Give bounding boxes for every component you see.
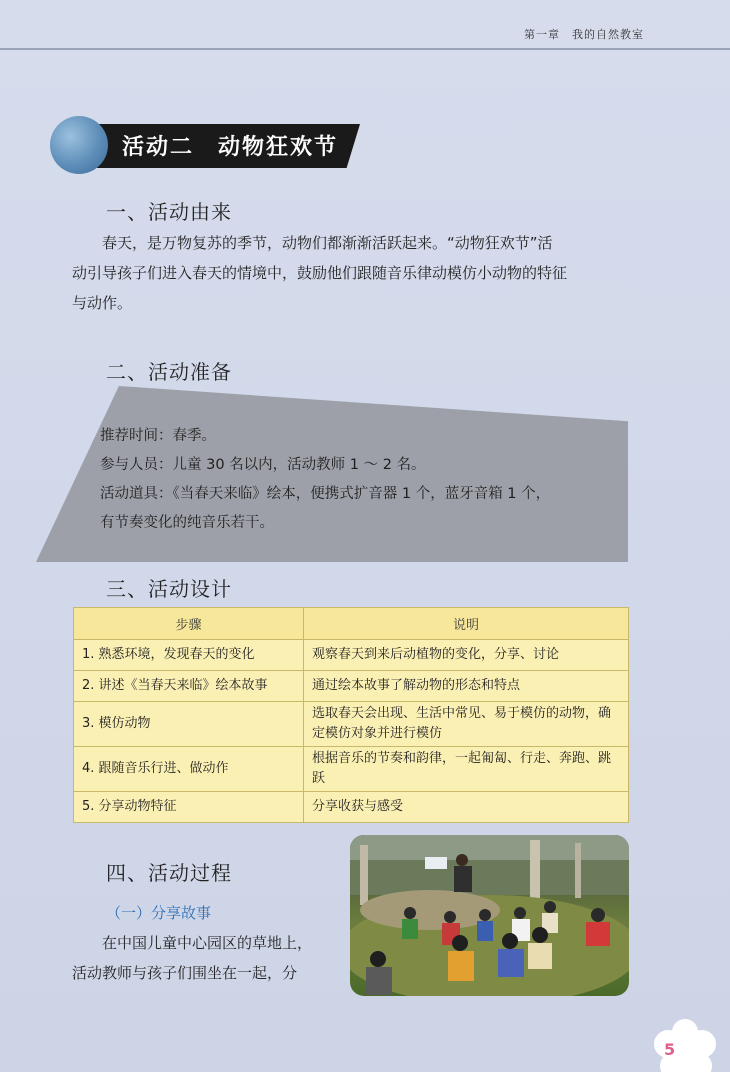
design-heading: 三、活动设计 [106, 577, 232, 601]
step-cell: 4. 跟随音乐行进、做动作 [74, 747, 304, 792]
process-line: 在中国儿童中心园区的草地上， [102, 934, 313, 952]
desc-cell: 根据音乐的节奏和韵律，一起匍匐、行走、奔跑、跳跃 [304, 747, 629, 792]
step-cell: 2. 讲述《当春天来临》绘本故事 [74, 671, 304, 702]
process-paragraph [72, 928, 342, 988]
prep-props-cont: 有节奏变化的纯音乐若干。 [100, 515, 274, 531]
prep-time: 推荐时间：春季。 [100, 428, 216, 444]
origin-heading: 一、活动由来 [106, 200, 232, 224]
step-cell: 1. 熟悉环境，发现春天的变化 [74, 640, 304, 671]
photo-illustration [350, 835, 629, 996]
process-heading: 四、活动过程 [106, 861, 232, 885]
origin-line: 动引导孩子们进入春天的情境中，鼓励他们跟随音乐律动模仿小动物的特征 [72, 264, 568, 282]
step-cell: 5. 分享动物特征 [74, 792, 304, 823]
flower-decoration [640, 1010, 730, 1072]
process-line: 活动教师与孩子们围坐在一起，分 [72, 964, 298, 982]
prep-people: 参与人员：儿童 30 名以内，活动教师 1 ～ 2 名。 [100, 457, 426, 473]
prep-props: 活动道具：《当春天来临》绘本，便携式扩音器 1 个，蓝牙音箱 1 个， [100, 486, 551, 502]
origin-line: 春天，是万物复苏的季节，动物们都渐渐活跃起来。“动物狂欢节”活 [102, 234, 553, 252]
step-cell: 3. 模仿动物 [74, 702, 304, 747]
table-header-desc: 说明 [304, 608, 629, 640]
origin-paragraph [72, 228, 632, 318]
table-row [74, 747, 629, 792]
table-row [74, 792, 629, 823]
desc-cell: 分享收获与感受 [304, 792, 629, 823]
origin-line: 与动作。 [72, 294, 133, 312]
header-rule [0, 48, 730, 50]
table-row [74, 640, 629, 671]
activity-photo [350, 835, 629, 996]
table-header-step: 步骤 [74, 608, 304, 640]
running-header: 第一章 我的自然教室 [524, 28, 644, 41]
globe-decoration [50, 116, 108, 174]
process-subheading: （一）分享故事 [106, 904, 212, 922]
table-row [74, 702, 629, 747]
desc-cell: 观察春天到来后动植物的变化，分享、讨论 [304, 640, 629, 671]
desc-cell: 通过绘本故事了解动物的形态和特点 [304, 671, 629, 702]
activity-steps-table [73, 607, 629, 823]
desc-cell: 选取春天会出现、生活中常见、易于模仿的动物，确定模仿对象并进行模仿 [304, 702, 629, 747]
prep-details [100, 422, 620, 538]
page-number: 5 [664, 1040, 676, 1059]
activity-title: 活动二 动物狂欢节 [122, 135, 339, 160]
prep-heading: 二、活动准备 [106, 360, 232, 384]
table-row [74, 671, 629, 702]
